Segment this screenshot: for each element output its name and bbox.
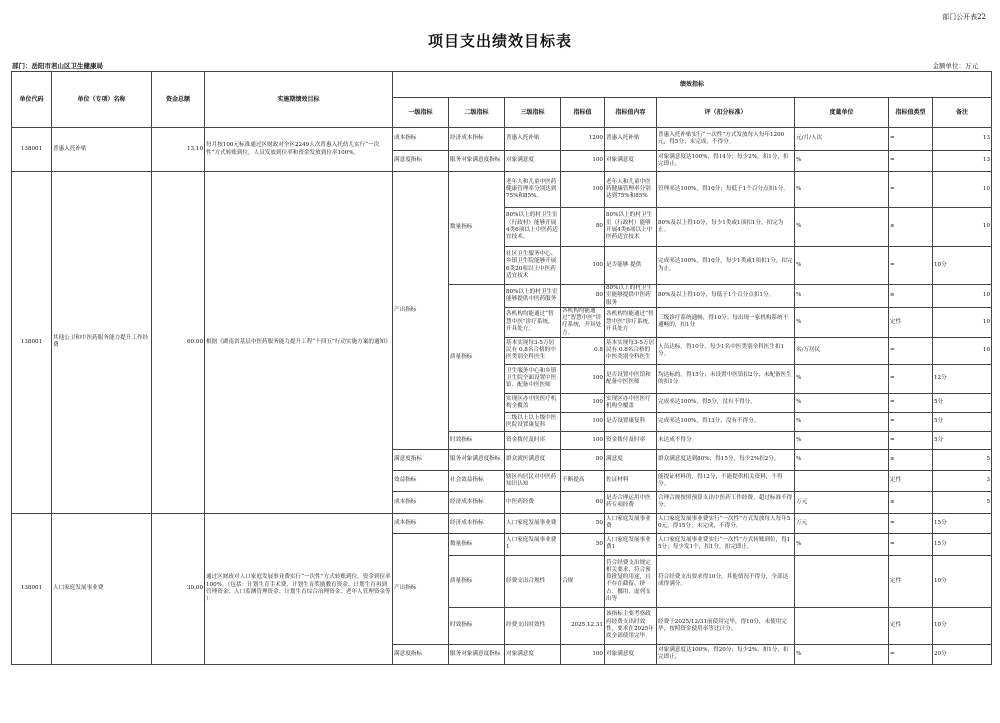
indicator-value: 各机构均能通过“智慧中医”诊疗系统，开具处方。 — [561, 307, 605, 337]
project-name: 其他公卫和中医药服务能力提升工作经费 — [52, 172, 152, 514]
indicator-value: 80 — [561, 285, 605, 308]
project-code: 138001 — [12, 513, 52, 664]
remark: 10 — [933, 337, 992, 364]
indicator-value-content: 老年人和儿童中医药健康管理率分别达到75%和85% — [605, 172, 657, 208]
remark: 15分 — [933, 533, 992, 555]
level2-indicator: 质量指标 — [449, 555, 505, 607]
remark: 10分 — [933, 555, 992, 607]
level2-indicator: 时效指标 — [449, 431, 505, 449]
header-goal: 实施期绩效目标 — [205, 72, 393, 128]
level2-indicator: 服务对象满意度指标 — [449, 449, 505, 470]
indicator-value-content: 基本实现每3-5万居民有 0.8名合格的中医类别全科医生 — [605, 337, 657, 364]
level2-indicator: 服务对象满意度指标 — [449, 644, 505, 664]
scoring-standard: 群众满意度达到80%，得15分，每少2%扣2分。 — [657, 449, 795, 470]
value-type: 定性 — [889, 607, 933, 644]
value-type: = — [889, 151, 933, 172]
level3-indicator: 资金拨付及时率 — [505, 431, 561, 449]
project-goal: 每月按100元标准通过区财政对全区2249人次普惠入托幼儿实行“一次性”方式转账到位，人员发放到位率和资金发放到位率100%。 — [205, 128, 393, 172]
remark: 5分 — [933, 412, 992, 431]
level2-indicator: 时效指标 — [449, 607, 505, 644]
level2-indicator: 社会效益指标 — [449, 470, 505, 491]
project-name: 普惠入托补贴 — [52, 128, 152, 172]
scoring-standard: 三级诊疗系统通畅，得10分；每出现一家机构系统不通畅的，扣1分 — [657, 307, 795, 337]
scoring-standard: 人口家庭发展事业费实行“一次性”方式转账到位，得15分；每少发1个，扣1分，扣完即止。 — [657, 533, 795, 555]
project-goal: 根据《湖南省基层中医药服务能力提升工程“十四五”行动实施方案的通知》 — [205, 172, 393, 514]
value-type: ≥ — [889, 285, 933, 308]
measure-unit: 名/万居民 — [795, 337, 889, 364]
level3-indicator: 人口家庭发展事业费1 — [505, 533, 561, 555]
header-level2: 二级指标 — [449, 98, 505, 128]
scoring-standard: 未达成不得分 — [657, 431, 795, 449]
header-measure-unit: 度量单位 — [795, 98, 889, 128]
header-value-type: 指标值类型 — [889, 98, 933, 128]
table-row — [12, 513, 992, 533]
value-type: = — [889, 364, 933, 393]
measure-unit — [795, 470, 889, 491]
level3-indicator: 卫生服务中心和乡镇卫生院全面设置中医馆、配备中医医师 — [505, 364, 561, 393]
indicator-value: 0.8 — [561, 337, 605, 364]
measure-unit: % — [795, 208, 889, 247]
scoring-standard: 人员达标，得10分，每少1名中医类别全科医生扣1分。 — [657, 337, 795, 364]
level3-indicator: 二级以上以上级中医医院设置康复科 — [505, 412, 561, 431]
indicator-value: 1200 — [561, 128, 605, 151]
value-type: = — [889, 172, 933, 208]
table-row — [12, 128, 992, 151]
remark: 5分 — [933, 431, 992, 449]
amount-unit-label: 金额单位：万元 — [932, 62, 978, 70]
level2-indicator: 经济成本指标 — [449, 491, 505, 513]
indicator-value-content: 各机构均能通过“智慧中医”诊疗系统，开具处方 — [605, 307, 657, 337]
table-body — [12, 128, 992, 665]
remark: 3 — [933, 470, 992, 491]
remark: 10分 — [933, 607, 992, 644]
remark: 13 — [933, 151, 992, 172]
remark: 20分 — [933, 644, 992, 664]
indicator-value: 100 — [561, 393, 605, 412]
indicator-value-content: 是否能够 提供 — [605, 247, 657, 285]
remark: 12分 — [933, 364, 992, 393]
level3-indicator: 人口家庭发展事业费 — [505, 513, 561, 533]
value-type: = — [889, 393, 933, 412]
value-type: = — [889, 247, 933, 285]
indicator-value-content: 对象满意度 — [605, 151, 657, 172]
level3-indicator: 群众就医满意度 — [505, 449, 561, 470]
value-type: = — [889, 431, 933, 449]
value-type: = — [889, 128, 933, 151]
value-type: ≥ — [889, 449, 933, 470]
measure-unit: 万元 — [795, 491, 889, 513]
indicator-value-content: 是否设置中医馆和配备中医医师 — [605, 364, 657, 393]
scoring-standard: 完成率达100%，得5分，没有不得分。 — [657, 393, 795, 412]
remark: 10 — [933, 307, 992, 337]
indicator-value: 2025.12.31 — [561, 607, 605, 644]
department-label: 部门：岳阳市君山区卫生健康局 — [12, 62, 103, 70]
level3-indicator: 中医药经费 — [505, 491, 561, 513]
value-type: = — [889, 337, 933, 364]
header-unit-code: 单位代码 — [12, 72, 52, 128]
scoring-standard: 均达标的，得15分；未设置中医馆扣2分；未配备医生的扣1分 — [657, 364, 795, 393]
value-type: ≤ — [889, 491, 933, 513]
indicator-value: 60 — [561, 491, 605, 513]
measure-unit: % — [795, 247, 889, 285]
level3-indicator: 经费支出时效性 — [505, 607, 561, 644]
indicator-value-content: 普惠入托补贴 — [605, 128, 657, 151]
header-value: 指标值 — [561, 98, 605, 128]
header-indicators: 绩效指标 — [393, 72, 992, 98]
scoring-standard: 人口家庭发展事业费实行“一次性”方式发放每人每年50元，得15分；未完成，不得分。 — [657, 513, 795, 533]
indicator-value-content: 是否合理运用中医药专项经费 — [605, 491, 657, 513]
page-title: 项目支出绩效目标表 — [427, 32, 572, 50]
indicator-value: 80 — [561, 449, 605, 470]
header-value-content: 指标值内容 — [605, 98, 657, 128]
scoring-standard: 符合经费支出要求得10分，其他情况不得分，全部达成得满分。 — [657, 555, 795, 607]
measure-unit: % — [795, 533, 889, 555]
level3-indicator: 经费支出合规性 — [505, 555, 561, 607]
level1-indicator: 产出指标 — [393, 172, 449, 450]
indicator-value: 50 — [561, 513, 605, 533]
remark: 10分 — [933, 247, 992, 285]
header-scoring: 评（扣分标准） — [657, 98, 795, 128]
level1-indicator: 产出指标 — [393, 533, 449, 644]
level3-indicator: 基本实现每3-5万居民有 0.8名合格的中医类别全科医生 — [505, 337, 561, 364]
indicator-value: 100 — [561, 644, 605, 664]
indicator-value-content: 佐证材料 — [605, 470, 657, 491]
indicator-value-content: 80%以上的村卫生室能够提供中医药服务 — [605, 285, 657, 308]
measure-unit: % — [795, 364, 889, 393]
level2-indicator: 服务对象满意度指标 — [449, 151, 505, 172]
project-code: 138001 — [12, 172, 52, 514]
level2-indicator: 数量指标 — [449, 172, 505, 285]
value-type: = — [889, 533, 933, 555]
indicator-value-content: 符合经费支出规定相关要求，符合预算批复的用途，且不存在截留、挤占、挪用、虚列支出等 — [605, 555, 657, 607]
header-total-funds: 资金总额 — [152, 72, 205, 128]
indicator-value-content: 人口家庭发展事业费 — [605, 513, 657, 533]
value-type: = — [889, 513, 933, 533]
level2-indicator: 质量指标 — [449, 285, 505, 432]
level1-indicator: 满意度指标 — [393, 151, 449, 172]
measure-unit: % — [795, 172, 889, 208]
header-level3: 三级指标 — [505, 98, 561, 128]
project-name: 人口家庭发展事业费 — [52, 513, 152, 664]
indicator-value-content: 人口家庭发展事业费1 — [605, 533, 657, 555]
remark: 10 — [933, 172, 992, 208]
level3-indicator: 普惠入托补贴 — [505, 128, 561, 151]
value-type: = — [889, 412, 933, 431]
indicator-value-content: 资金拨付及时率 — [605, 431, 657, 449]
level3-indicator: 实现区办中医医疗机构全覆盖 — [505, 393, 561, 412]
indicator-value: 100 — [561, 431, 605, 449]
remark: 10 — [933, 285, 992, 308]
level3-indicator: 老年人和儿童中医药健康管理率分别达到75%和85%。 — [505, 172, 561, 208]
remark: 10 — [933, 208, 992, 247]
indicator-value-content: 该指标主要考察政府经费支出时效性，要求在2025年底全部使用完毕 — [605, 607, 657, 644]
indicator-value: 不断提高 — [561, 470, 605, 491]
remark: 13 — [933, 128, 992, 151]
level1-indicator: 成本指标 — [393, 491, 449, 513]
scoring-standard: 对象满意度达100%，得14分；每少2%，扣1分，扣完即止。 — [657, 151, 795, 172]
indicator-value: 100 — [561, 172, 605, 208]
measure-unit: % — [795, 431, 889, 449]
value-type: ≥ — [889, 208, 933, 247]
header-unit-name: 单位（专项）名称 — [52, 72, 152, 128]
indicator-value-content: 满意度 — [605, 449, 657, 470]
indicator-value-content: 80%以上的村卫生室（行政村）能够开展4类6项以上中医药适宜技术 — [605, 208, 657, 247]
scoring-standard: 80%及以上得10分，每低于1个百分点扣1分。 — [657, 285, 795, 308]
value-type: 定性 — [889, 307, 933, 337]
measure-unit: % — [795, 285, 889, 308]
indicator-value: 100 — [561, 412, 605, 431]
measure-unit — [795, 555, 889, 607]
indicator-value-content: 是否设置康复科 — [605, 412, 657, 431]
level3-indicator: 各机构均能通过“智慧中医”诊疗系统，开具处方。 — [505, 307, 561, 337]
level1-indicator: 成本指标 — [393, 513, 449, 533]
level2-indicator: 经济成本指标 — [449, 128, 505, 151]
level3-indicator: 社区卫生服务中心、乡镇卫生院能够开展6类20项以上中医药适宜技术 — [505, 247, 561, 285]
measure-unit: 万元 — [795, 513, 889, 533]
measure-unit: % — [795, 151, 889, 172]
header-level1: 一级指标 — [393, 98, 449, 128]
scoring-standard: 80%及以上得10分，每少1类或1项扣1分，扣完为止。 — [657, 208, 795, 247]
level2-indicator: 数量指标 — [449, 533, 505, 555]
measure-unit: % — [795, 449, 889, 470]
scoring-standard: 完成率达100%，得10分，每少1类或1项扣1分，扣完为止。 — [657, 247, 795, 285]
project-amount: 60.00 — [152, 172, 205, 514]
project-amount: 13.10 — [152, 128, 205, 172]
measure-unit: % — [795, 393, 889, 412]
remark: 5分 — [933, 393, 992, 412]
project-amount: 30.00 — [152, 513, 205, 664]
value-type: 定性 — [889, 470, 933, 491]
scoring-standard: 合理合规按照预算支出中医药工作经费，超过标准不得分。 — [657, 491, 795, 513]
remark: 5 — [933, 491, 992, 513]
project-goal: 通过区财政对人口家庭发展事业费实行“一次性”方式转账到位，资金到位率100%。（包括：计划生育手术费、计划生育奖励教育资金、计划生育再到管理资金、人口监测管理资金、计划生育综合治理资金、老年人管理资金等 ） — [205, 513, 393, 664]
level1-indicator: 成本指标 — [393, 128, 449, 151]
level1-indicator: 效益指标 — [393, 470, 449, 491]
measure-unit: 元/月/人次 — [795, 128, 889, 151]
remark: 15分 — [933, 513, 992, 533]
indicator-value: 合规 — [561, 555, 605, 607]
header-remark: 备注 — [933, 98, 992, 128]
indicator-value-content: 对象满意度 — [605, 644, 657, 664]
level3-indicator: 80%以上的村卫生室能够提供中医药服务 — [505, 285, 561, 308]
level3-indicator: 对象满意度 — [505, 644, 561, 664]
indicator-value: 50 — [561, 533, 605, 555]
level3-indicator: 80%以上的村卫生室（行政村）能够开展4类6项以上中医药适宜技术。 — [505, 208, 561, 247]
scoring-standard: 普惠入托补贴实行“一次性”方式发放每人每年1200元，得5分；未完成，不得分。 — [657, 128, 795, 151]
measure-unit: % — [795, 644, 889, 664]
indicator-value: 100 — [561, 151, 605, 172]
remark: 5 — [933, 449, 992, 470]
indicator-value: 100 — [561, 364, 605, 393]
table-row — [12, 172, 992, 208]
level1-indicator: 满意度指标 — [393, 449, 449, 470]
indicator-value: 100 — [561, 247, 605, 285]
scoring-standard: 经费于2025/12/31前使用完毕，得10分，未使用完毕，按照资金使用率等比计分。 — [657, 607, 795, 644]
level1-indicator: 满意度指标 — [393, 644, 449, 664]
level2-indicator: 经济成本指标 — [449, 513, 505, 533]
scoring-standard: 完成率达100%，得13分，没有不得分。 — [657, 412, 795, 431]
level3-indicator: 辖区内居民对中医药知识认知 — [505, 470, 561, 491]
level3-indicator: 对象满意度 — [505, 151, 561, 172]
scoring-standard: 对象满意度达100%，得20分；每少2%，扣1分，扣完即止。 — [657, 644, 795, 664]
performance-table — [11, 71, 992, 665]
indicator-value: 80 — [561, 208, 605, 247]
scoring-standard: 管理率达100%，得10分；每低于1个百分点扣1分。 — [657, 172, 795, 208]
indicator-value-content: 实现区办中医医疗机构全覆盖 — [605, 393, 657, 412]
scoring-standard: 能提证材料的，得12分，不能提供相关资料，不得分。 — [657, 470, 795, 491]
measure-unit: % — [795, 412, 889, 431]
page-tag: 部门公开表22 — [942, 13, 986, 21]
value-type: = — [889, 644, 933, 664]
measure-unit: % — [795, 307, 889, 337]
project-code: 138001 — [12, 128, 52, 172]
value-type: 定性 — [889, 555, 933, 607]
measure-unit — [795, 607, 889, 644]
